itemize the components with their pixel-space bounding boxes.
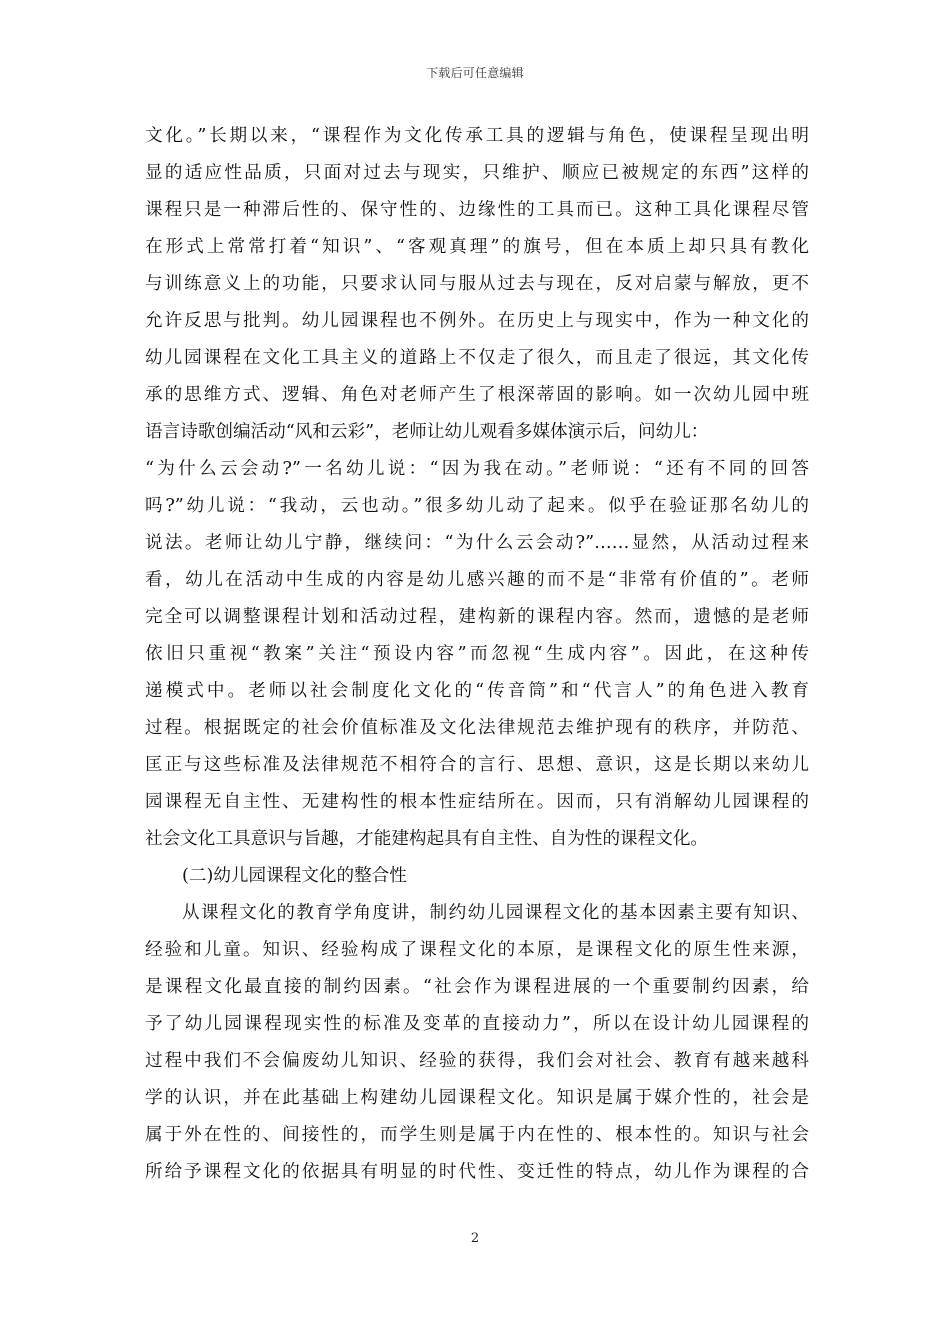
- text-line: 过程中我们不会偏废幼儿知识、经验的获得，我们会对社会、教育有越来越科: [145, 1051, 809, 1071]
- text-line: 承的思维方式、逻辑、角色对老师产生了根深蒂固的影响。如一次幼儿园中班: [145, 385, 809, 405]
- text-line: 从课程文化的教育学角度讲，制约幼儿园课程文化的基本因素主要有知识、: [182, 903, 809, 923]
- text-line: 显的适应性品质，只面对过去与现实，只维护、顺应已被规定的东西”这样的: [145, 163, 809, 183]
- page-number: 2: [470, 1231, 480, 1246]
- section-heading: (二)幼儿园课程文化的整合性: [182, 866, 407, 886]
- text-line: 语言诗歌创编活动“风和云彩”，老师让幼儿观看多媒体演示后，问幼儿：: [145, 422, 709, 442]
- text-line: 学的认识，并在此基础上构建幼儿园课程文化。知识是属于媒介性的，社会是: [145, 1088, 809, 1108]
- text-line: 社会文化工具意识与旨趣，才能建构起具有自主性、自为性的课程文化。: [145, 829, 709, 849]
- text-line: “为什么云会动?”一名幼儿说：“因为我在动。”老师说：“还有不同的回答: [145, 459, 809, 479]
- text-line: 属于外在性的、间接性的，而学生则是属于内在性的、根本性的。知识与社会: [145, 1125, 809, 1145]
- text-line: 完全可以调整课程计划和活动过程，建构新的课程内容。然而，遗憾的是老师: [145, 607, 809, 627]
- text-line: 依旧只重视“教案”关注“预设内容”而忽视“生成内容”。因此，在这种传: [145, 644, 809, 664]
- text-line: 匡正与这些标准及法律规范不相符合的言行、思想、意识，这是长期以来幼儿: [145, 755, 809, 775]
- text-line: 允许反思与批判。幼儿园课程也不例外。在历史上与现实中，作为一种文化的: [145, 311, 809, 331]
- text-line: 吗?”幼儿说：“我动，云也动。”很多幼儿动了起来。似乎在验证那名幼儿的: [145, 496, 809, 516]
- text-line: 文化。”长期以来，“课程作为文化传承工具的逻辑与角色，使课程呈现出明: [145, 126, 809, 146]
- text-line: 与训练意义上的功能，只要求认同与服从过去与现在，反对启蒙与解放，更不: [145, 274, 809, 294]
- text-line: 看，幼儿在活动中生成的内容是幼儿感兴趣的而不是“非常有价值的”。老师: [145, 570, 809, 590]
- header-note: 下载后可任意编辑: [426, 66, 524, 80]
- text-line: 课程只是一种滞后性的、保守性的、边缘性的工具而已。这种工具化课程尽管: [145, 200, 809, 220]
- text-line: 幼儿园课程在文化工具主义的道路上不仅走了很久，而且走了很远，其文化传: [145, 348, 809, 368]
- text-line: 说法。老师让幼儿宁静，继续问：“为什么云会动?”……显然，从活动过程来: [145, 533, 809, 553]
- text-line: 予了幼儿园课程现实性的标准及变革的直接动力”，所以在设计幼儿园课程的: [145, 1014, 809, 1034]
- body-text: [145, 118, 809, 1191]
- text-line: 过程。根据既定的社会价值标准及文化法律规范去维护现有的秩序，并防范、: [145, 718, 809, 738]
- text-line: 是课程文化最直接的制约因素。“社会作为课程进展的一个重要制约因素，给: [145, 977, 809, 997]
- text-line: 园课程无自主性、无建构性的根本性症结所在。因而，只有消解幼儿园课程的: [145, 792, 809, 812]
- text-line: 在形式上常常打着“知识”、“客观真理”的旗号，但在本质上却只具有教化: [145, 237, 809, 257]
- text-line: 经验和儿童。知识、经验构成了课程文化的本原，是课程文化的原生性来源，: [145, 940, 809, 960]
- text-line: 递模式中。老师以社会制度化文化的“传音筒”和“代言人”的角色进入教育: [145, 681, 809, 701]
- text-line: 所给予课程文化的依据具有明显的时代性、变迁性的特点，幼儿作为课程的合: [145, 1162, 809, 1182]
